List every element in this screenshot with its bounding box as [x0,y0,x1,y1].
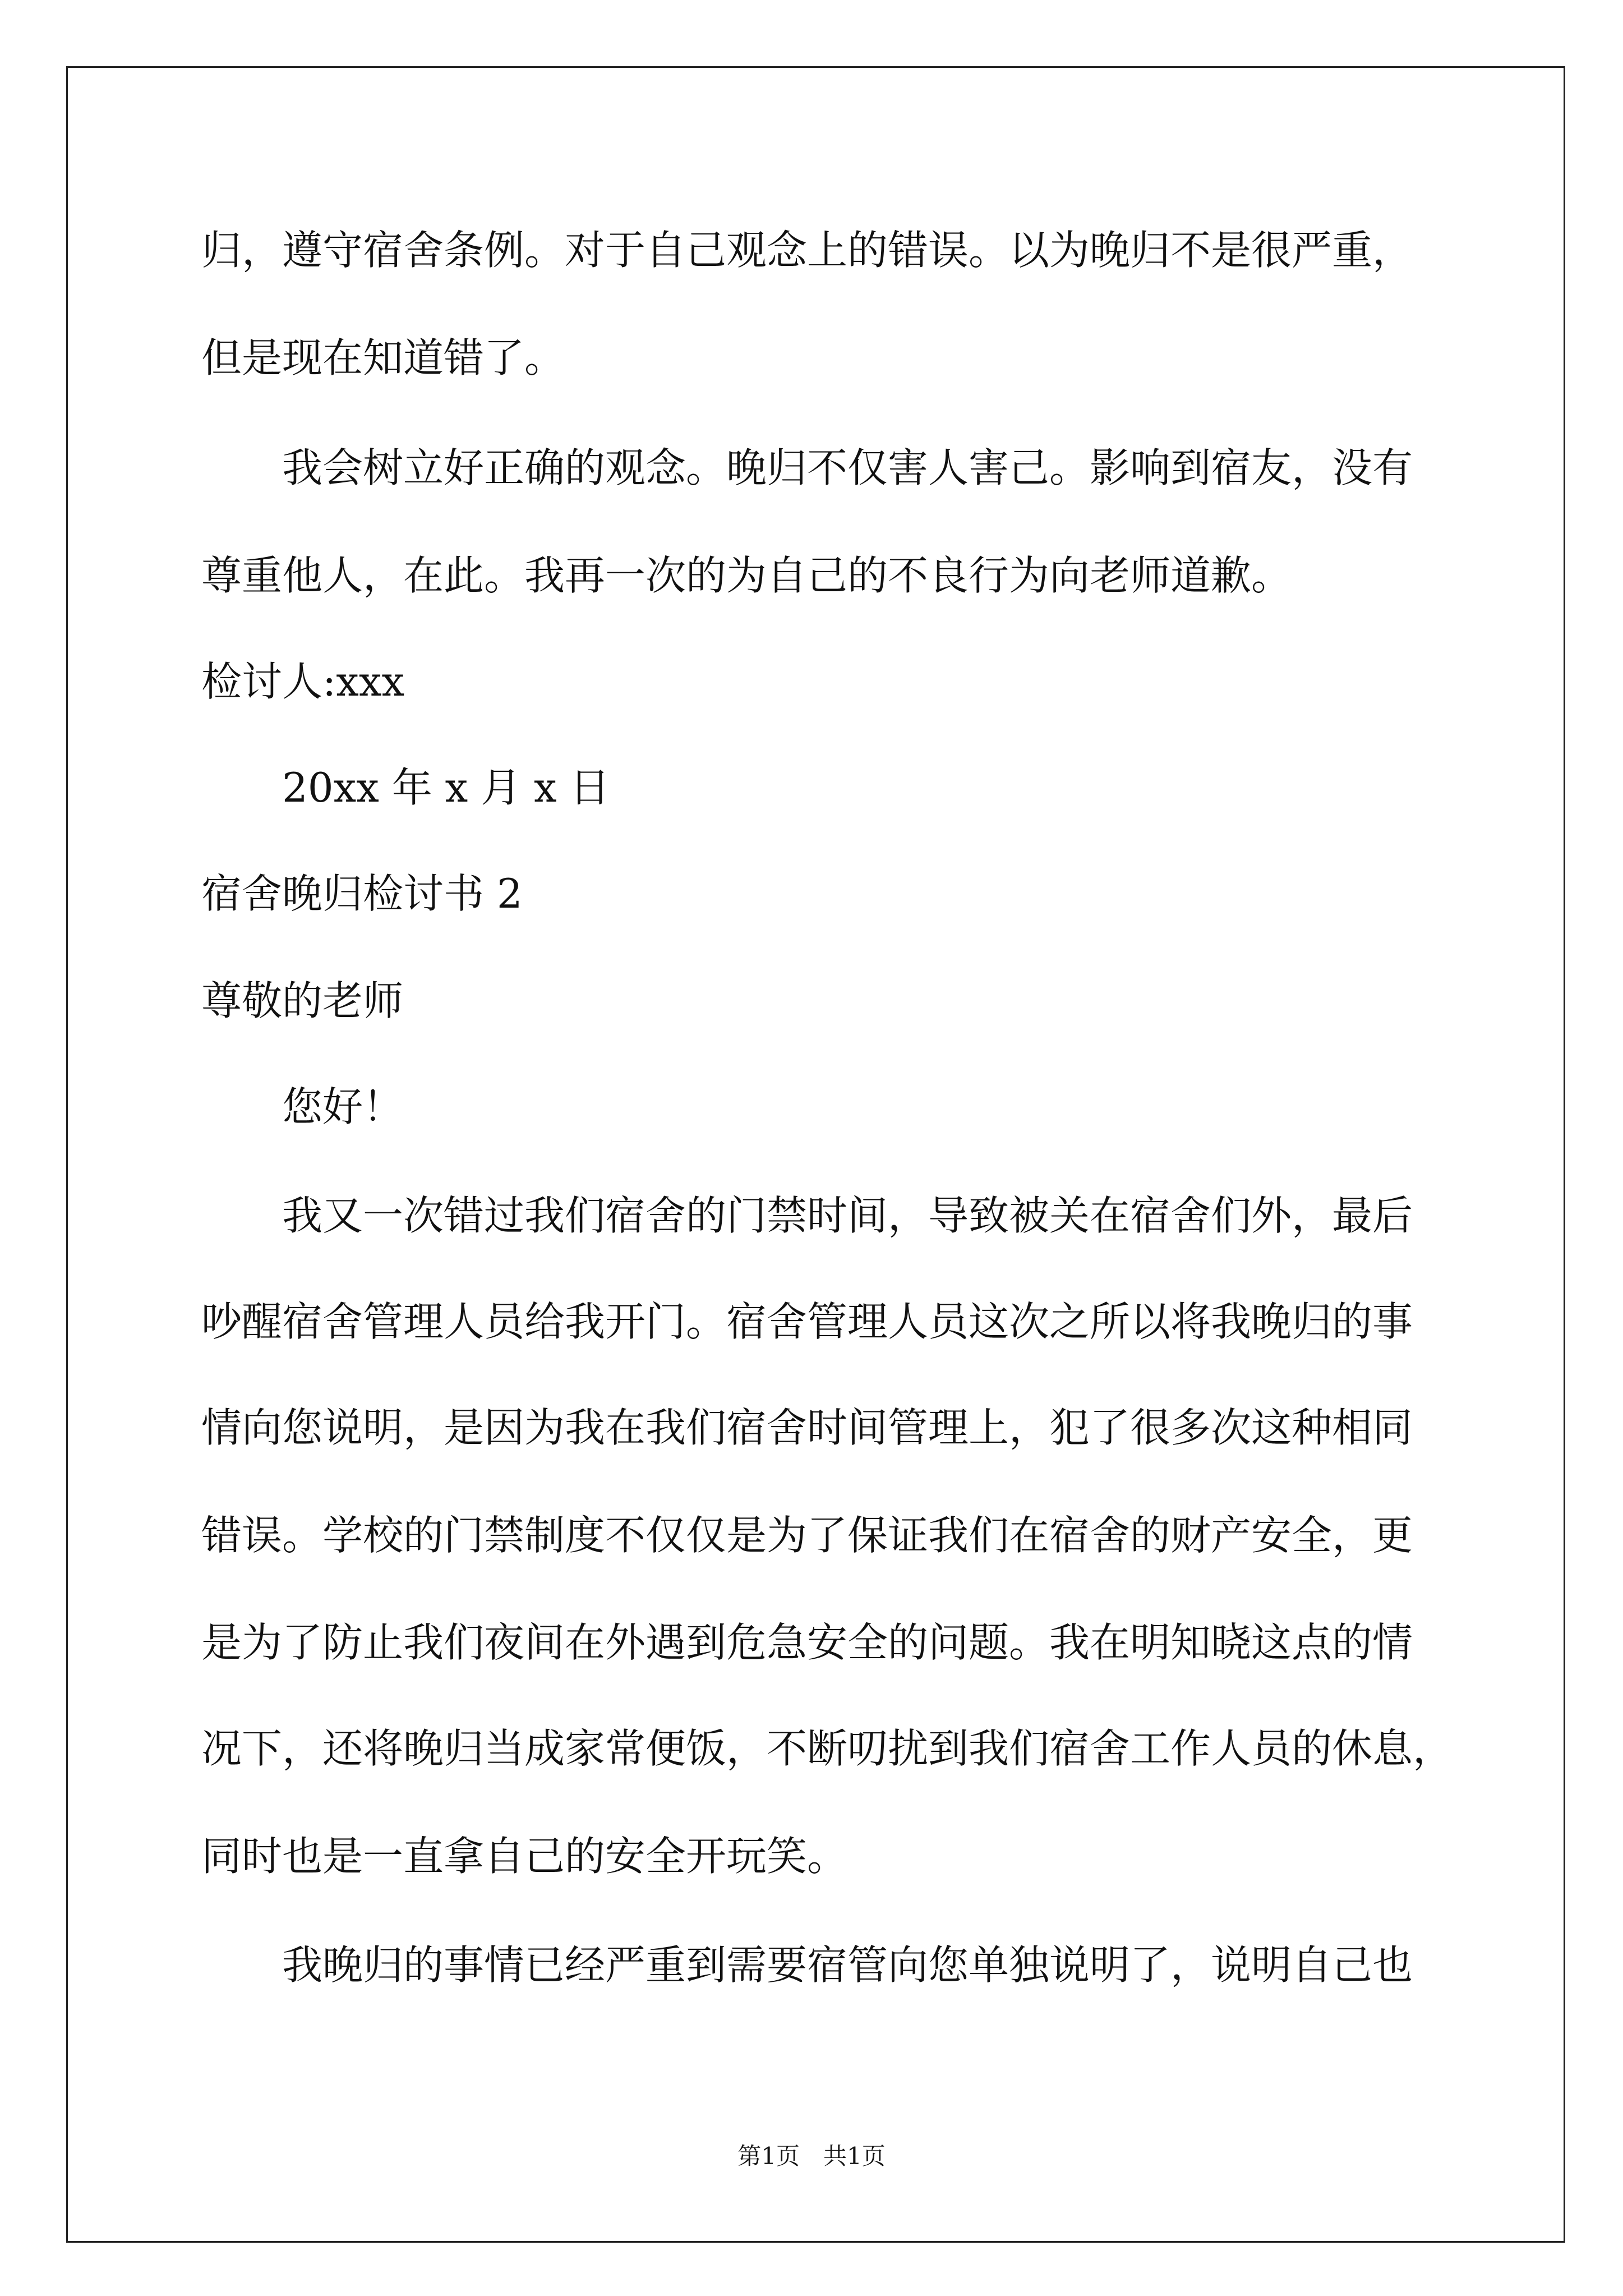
page-footer [0,2142,1623,2170]
greeting: 您好！ [282,1083,404,1130]
text-line: 我会树立好正确的观念。晚归不仅害人害己。影响到宿友，没有 [282,444,1413,491]
text-line: 归，遵守宿舍条例。对于自己观念上的错误。以为晚归不是很严重， [201,227,1413,274]
page-border [66,66,1565,2243]
text-line: 况下，还将晚归当成家常便饭，不断叨扰到我们宿舍工作人员的休息， [201,1725,1454,1772]
text-line: 但是现在知道错了。 [201,334,565,381]
text-line: 我又一次错过我们宿舍的门禁时间，导致被关在宿舍们外，最后 [282,1192,1413,1239]
text-line: 尊重他人，在此。我再一次的为自己的不良行为向老师道歉。 [201,552,1292,599]
text-line: 同时也是一直拿自己的安全开玩笑。 [201,1833,848,1880]
text-line: 我晚归的事情已经严重到需要宿管向您单独说明了，说明自己也 [282,1941,1413,1989]
signature-line: 检讨人:xxx [201,658,405,705]
text-line: 情向您说明，是因为我在我们宿舍时间管理上，犯了很多次这种相同 [201,1404,1413,1451]
text-line: 错误。学校的门禁制度不仅仅是为了保证我们在宿舍的财产安全，更 [201,1512,1413,1559]
date-line: 20xx 年 x 月 x 日 [282,764,610,811]
page-total: 共1页 [823,2142,886,2170]
salutation: 尊敬的老师 [201,977,404,1024]
text-line: 吵醒宿舍管理人员给我开门。宿舍管理人员这次之所以将我晚归的事 [201,1298,1413,1345]
page-number: 第1页 [737,2142,800,2170]
text-line: 是为了防止我们夜间在外遇到危急安全的问题。我在明知晓这点的情 [201,1619,1413,1666]
section-title: 宿舍晚归检讨书 2 [201,870,523,917]
